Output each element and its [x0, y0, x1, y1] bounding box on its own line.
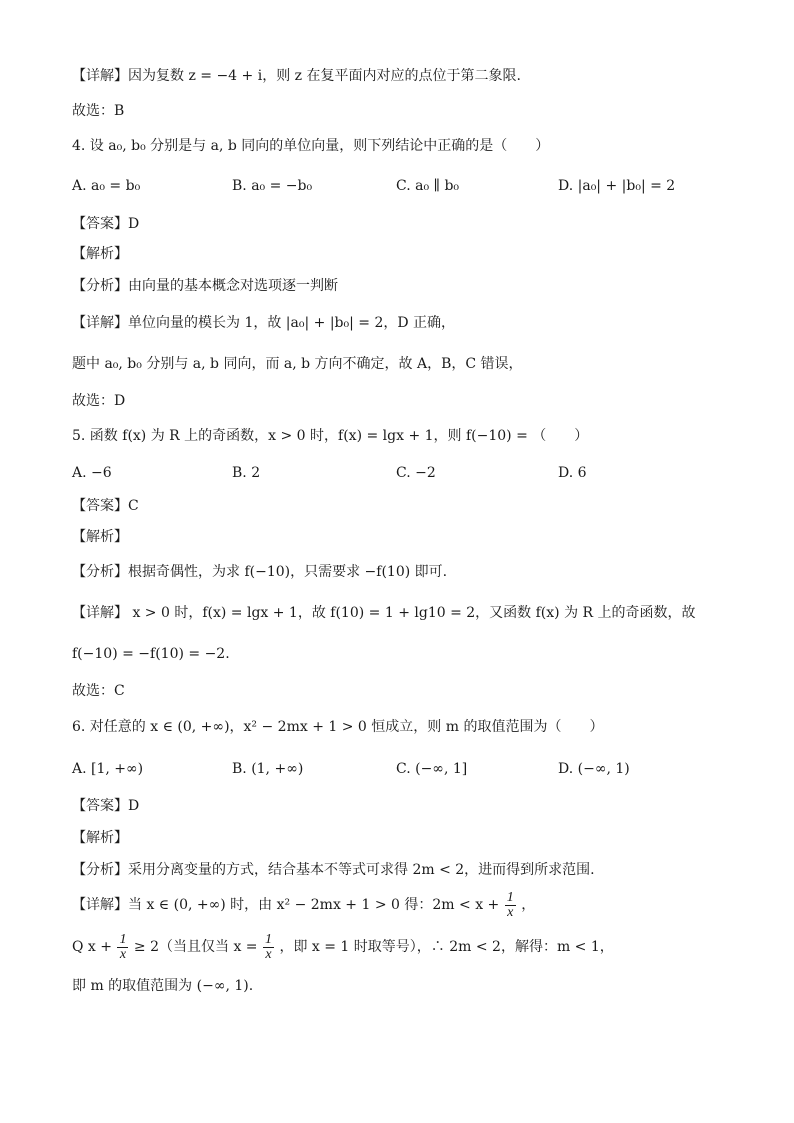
fraction-denominator: x: [119, 946, 127, 962]
q4-option-b: B. a₀ = −b₀: [232, 178, 313, 194]
answer-label: 【答案】C: [72, 498, 139, 514]
analysis-label: 【解析】: [72, 529, 128, 545]
q5-option-b: B. 2: [232, 465, 261, 481]
q6-detail-2-mid: ≥ 2（当且仅当 x =: [133, 939, 258, 955]
q4-option-d: D. |a₀| + |b₀| = 2: [558, 178, 676, 194]
analysis-label: 【解析】: [72, 830, 128, 846]
question-5: 5. 函数 f(x) 为 R 上的奇函数，x > 0 时，f(x) = lgx + 1，则 f(−10) = （ ）: [72, 428, 589, 444]
q6-detail-1-suffix: ，: [521, 897, 536, 913]
line-6: 【详解】单位向量的模长为 1，故 |a₀| + |b₀| = 2，D 正确，: [72, 315, 456, 331]
line-5: 【分析】由向量的基本概念对选项逐一判断: [72, 278, 338, 294]
fraction-denominator: x: [507, 904, 514, 920]
fraction-numerator: 1: [119, 931, 127, 947]
question-4: 4. 设 a₀, b₀ 分别是与 a, b 同向的单位向量，则下列结论中正确的是（ ）: [72, 138, 550, 154]
line-15: 故选：C: [72, 683, 125, 699]
q5-option-c: C. −2: [396, 465, 436, 481]
q6-detail-2-suffix: ，即 x = 1 时取等号），∴ 2m < 2，解得：m < 1，: [279, 939, 614, 955]
q4-option-a: A. a₀ = b₀: [72, 178, 141, 194]
fraction: [117, 933, 128, 962]
q6-option-b: B. (1, +∞): [232, 761, 304, 777]
q5-option-a: A. −6: [72, 465, 112, 481]
line-13: 【详解】 x > 0 时，f(x) = lgx + 1，故 f(10) = 1 + lg10 = 2，又函数 f(x) 为 R 上的奇函数，故: [72, 605, 696, 621]
line-7: 题中 a₀, b₀ 分别与 a, b 同向，而 a, b 方向不确定，故 A，B，C 错误，: [72, 356, 523, 372]
answer-label: 【答案】D: [72, 216, 140, 232]
q6-option-c: C. (−∞, 1]: [396, 761, 468, 777]
q4-option-c: C. a₀ ∥ b₀: [396, 178, 460, 194]
fraction: [263, 933, 274, 962]
fraction: [505, 891, 516, 920]
line-12: 【分析】根据奇偶性，为求 f(−10)，只需要求 −f(10) 即可.: [72, 564, 448, 580]
line-14: f(−10) = −f(10) = −2.: [72, 646, 230, 662]
q5-option-d: D. 6: [558, 465, 587, 481]
fraction-numerator: 1: [506, 889, 514, 905]
answer-label: 【答案】D: [72, 798, 140, 814]
q6-detail-2-prefix: Q x +: [72, 939, 113, 955]
q6-option-d: D. (−∞, 1): [558, 761, 630, 777]
line-1: 故选：B: [72, 103, 125, 119]
q6-detail-line-2: [72, 930, 754, 964]
fraction-denominator: x: [265, 946, 272, 962]
line-8: 故选：D: [72, 393, 126, 409]
q6-detail-1-prefix: 【详解】当 x ∈ (0, +∞) 时，由 x² − 2mx + 1 > 0 得：2m < x +: [72, 897, 500, 913]
analysis-label: 【解析】: [72, 246, 128, 262]
q6-option-a: A. [1, +∞): [72, 761, 144, 777]
line-19: 【分析】采用分离变量的方式，结合基本不等式可求得 2m < 2，进而得到所求范围.: [72, 862, 595, 878]
line-0: 【详解】因为复数 z = −4 + i，则 z 在复平面内对应的点位于第二象限.: [72, 68, 521, 84]
question-6: 6. 对任意的 x ∈ (0, +∞)，x² − 2mx + 1 > 0 恒成立，则 m 的取值范围为（ ）: [72, 719, 604, 735]
line-20: 即 m 的取值范围为 (−∞, 1).: [72, 978, 254, 994]
q6-detail-line-1: [72, 888, 754, 922]
fraction-numerator: 1: [265, 931, 272, 947]
